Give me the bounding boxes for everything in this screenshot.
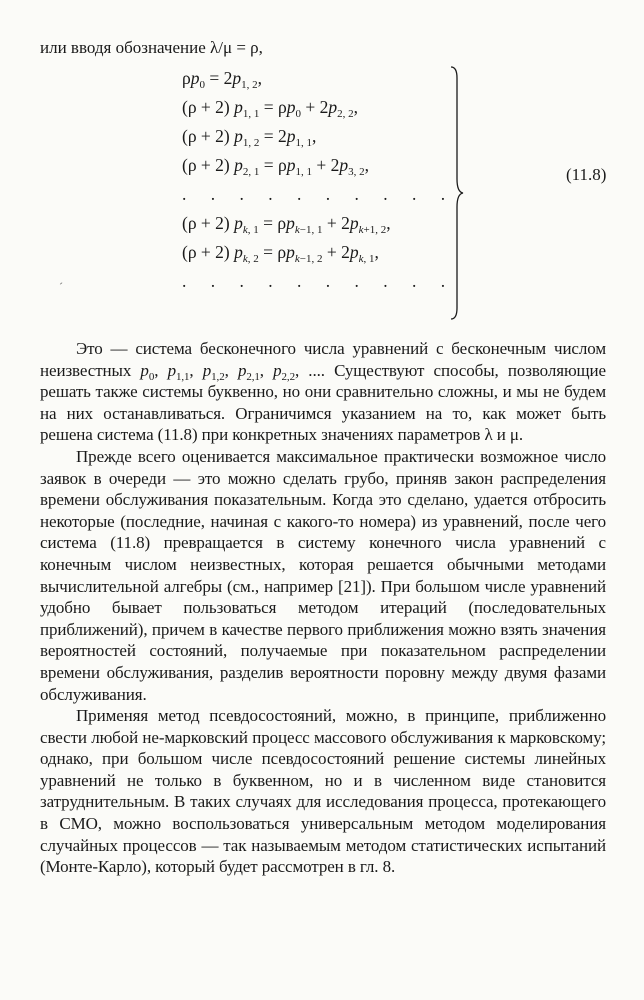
equation-2: (ρ + 2) $p_{1, 1} = \rho p_0 + 2p_{2, 2}$, bbox=[182, 97, 358, 120]
paragraph-2: Прежде всего оценивается максимальное практически возможное число заявок в очереди — это можно сделать грубо, приняв закон распределения времени обслуживания показательным. Когда это сделано, удается отбросить некоторые (последние, начиная с какого-то номера) из уравнений, после чего система (11.8) превращается в систему конечного числа уравнений с конечным числом неизвестных, которая решается обычными методами вычислительной алгебры (см., например [21]). При большом числе уравнений удобно бывает пользоваться методом итераций (последовательных приближений), причем в качестве первого приближения можно взять значения вероятностей состояний, получаемые при показательном распределении времени обслуживания, разделив вероятности поровну между двумя фазами обслуживания. bbox=[40, 446, 606, 704]
intro-line: или вводя обозначение λ/μ = ρ, bbox=[40, 38, 263, 57]
paragraph-1-end: , .... Существуют способы, позволяющие решать также системы буквенно, но они сравнительно сложны, и мы не будем на них останавливаться. Ограничимся указанием на то, как может быть решена система (11.8) при конкретных значениях параметров λ и μ. bbox=[40, 360, 606, 445]
scan-mark: ˊ bbox=[59, 280, 63, 294]
paragraph-3: Применяя метод псевдосостояний, можно, в принципе, приближенно свести любой не-марковский процесс массового обслуживания к марковскому; однако, при большом числе псевдосостояний решение системы линейных уравнений не только в буквенном, но и в численном виде становится затруднительным. В таких случаях для исследования процесса, протекающего в СМО, можно воспользоваться универсальным методом моделирования случайных процессов — так называемым методом статистических испытаний (Монте-Карло), который будет рассмотрен в гл. 8. bbox=[40, 706, 606, 877]
equation-lines bbox=[182, 64, 455, 296]
equation-1: $\rho p_0 = 2p_{1, 2}$, bbox=[182, 68, 262, 91]
equation-dots-1: . . . . . . . . . . bbox=[182, 184, 456, 204]
equation-6: (ρ + 2) $p_{k, 2} = \rho p_{k-1, 2} + 2p_{k, 1}$, bbox=[182, 242, 379, 265]
right-brace bbox=[450, 66, 464, 320]
equation-number: (11.8) bbox=[566, 165, 607, 184]
equation-3: (ρ + 2) $p_{1, 2} = 2p_{1, 1}$, bbox=[182, 126, 317, 149]
equation-system bbox=[40, 64, 606, 326]
page-content bbox=[40, 28, 606, 878]
equation-4: (ρ + 2) $p_{2, 1} = \rho p_{1, 1} + 2p_{3, 2}$, bbox=[182, 155, 369, 178]
paragraph-1 bbox=[40, 338, 606, 446]
unknowns-list: $p_0$, $p_{1,1}$, $p_{1,2}$, $p_{2,1}$, $p_{2,2}$ bbox=[140, 360, 295, 383]
equation-5: (ρ + 2) $p_{k, 1} = \rho p_{k-1, 1} + 2p_{k+1, 2}$, bbox=[182, 213, 391, 236]
equation-dots-2: . . . . . . . . . . bbox=[182, 271, 456, 291]
paragraph-1-start: Это — система бесконечного числа уравнений с бесконечным числом неизвестных bbox=[40, 339, 606, 380]
